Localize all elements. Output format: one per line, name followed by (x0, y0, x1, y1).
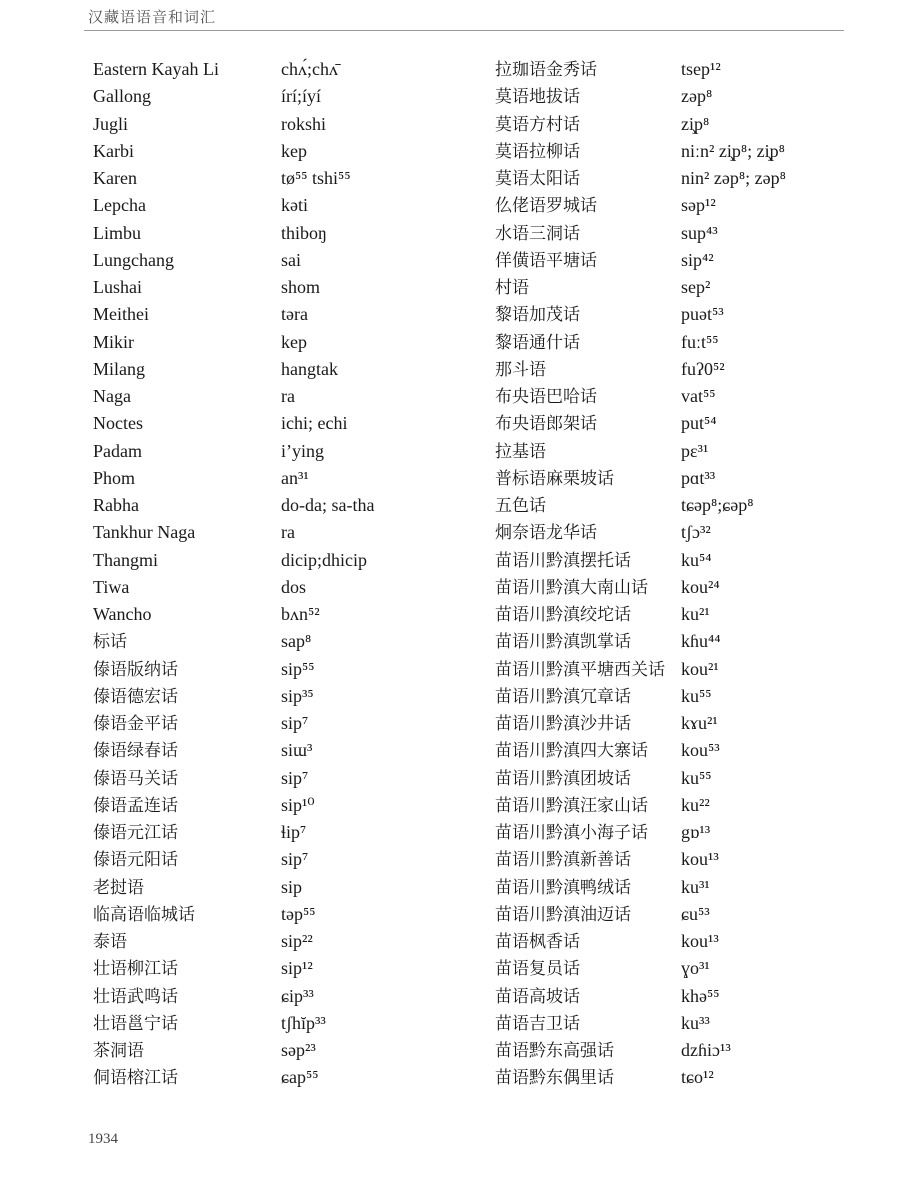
word-form: sip⁷ (281, 849, 309, 870)
word-form: sip⁴² (681, 249, 714, 270)
language-name: Wancho (93, 604, 152, 624)
word-form: bʌn⁵² (281, 604, 320, 624)
language-name: Rabha (93, 495, 139, 515)
language-name: 黎语通什话 (495, 332, 580, 352)
word-form: tʃɔ³² (681, 522, 711, 543)
word-form: kou²⁴ (681, 576, 720, 597)
language-name: 泰语 (93, 932, 127, 951)
language-name: Milang (93, 358, 145, 379)
word-form: ichi; echi (281, 413, 348, 434)
language-name: 傣语孟连话 (93, 795, 178, 815)
language-name: 壮语武鸣话 (93, 986, 178, 1006)
word-form: təp⁵⁵ (281, 903, 316, 924)
word-form: ra (281, 522, 295, 543)
word-form: thiboŋ (281, 222, 327, 243)
language-name: 仫佬语罗城话 (495, 196, 597, 216)
language-name: 傣语金平话 (93, 714, 178, 733)
word-form: ɕu⁵³ (681, 903, 710, 924)
word-form: təra (281, 304, 308, 325)
word-form: nin² zəp⁸; zəp⁸ (681, 168, 786, 188)
word-form: sip²² (281, 931, 313, 951)
word-form: ku³³ (681, 1012, 710, 1033)
language-name: Lepcha (93, 195, 146, 216)
language-name: 老挝语 (93, 877, 144, 897)
word-form: dzɦiɔ¹³ (681, 1040, 731, 1060)
language-name: 苗语川黔滇汪家山话 (495, 795, 648, 815)
word-form: pɛ³¹ (681, 440, 709, 461)
word-form: kəti (281, 195, 308, 216)
language-name: 普标语麻栗坡话 (495, 468, 614, 488)
word-form: ku⁵⁵ (681, 685, 712, 706)
word-form: sip (281, 876, 303, 897)
word-form: sip³⁵ (281, 685, 314, 706)
language-name: 布央语郎架话 (495, 414, 597, 434)
word-form: ɕip³³ (281, 985, 314, 1006)
word-form: sip¹² (281, 958, 313, 979)
word-form: khə⁵⁵ (681, 985, 720, 1006)
word-form: dos (281, 576, 307, 597)
word-form: rokshi (281, 113, 326, 134)
word-form: zi̧p⁸ (681, 113, 710, 134)
language-name: 那斗语 (495, 359, 546, 379)
language-name: 临高语临城话 (93, 904, 195, 924)
language-name: 苗语川黔滇冗章话 (495, 686, 631, 706)
language-name: Meithei (93, 304, 149, 325)
word-form: chʌ́;chʌ̄ (281, 59, 338, 79)
language-name: 苗语吉卫话 (495, 1013, 580, 1033)
language-name: 傣语马关话 (93, 768, 178, 788)
word-form: shom (281, 277, 321, 297)
language-name: Karbi (93, 140, 134, 161)
language-name: 壮语柳江话 (93, 959, 178, 979)
word-form: kou²¹ (681, 658, 719, 679)
language-name: Karen (93, 168, 137, 188)
page-number: 1934 (88, 1131, 118, 1147)
language-name: 黎语加茂话 (495, 305, 580, 325)
word-form: ɕap⁵⁵ (281, 1067, 319, 1088)
language-name: Padam (93, 440, 142, 461)
language-name: 苗语复员话 (495, 959, 580, 979)
language-name: 苗语川黔滇团坡话 (495, 768, 631, 788)
language-name: 傣语德宏话 (93, 686, 178, 706)
word-form: ra (281, 386, 295, 406)
language-name: 苗语川黔滇沙井话 (495, 714, 631, 733)
word-form: sip⁷ (281, 713, 309, 733)
word-form: ku²¹ (681, 604, 710, 624)
word-form: puət⁵³ (681, 304, 724, 325)
language-name: Lushai (93, 277, 142, 297)
word-form: gɒ¹³ (681, 822, 711, 842)
word-form: tɕo¹² (681, 1067, 714, 1088)
language-name: 苗语黔东高强话 (495, 1041, 614, 1060)
word-form: səp¹² (681, 195, 716, 216)
language-name: 苗语黔东偶里话 (495, 1068, 614, 1088)
word-form: kɦu⁴⁴ (681, 631, 721, 652)
language-name: 拉基语 (495, 441, 546, 461)
word-form: vat⁵⁵ (681, 386, 716, 406)
language-name: 莫语太阳话 (495, 169, 580, 188)
language-name: 傣语元阳话 (93, 850, 178, 870)
word-form: ku⁵⁴ (681, 549, 712, 570)
word-form: kou⁵³ (681, 740, 720, 761)
word-form: ɣo³¹ (681, 958, 710, 979)
language-name: 苗语川黔滇平塘西关话 (495, 659, 665, 679)
language-name: 傣语绿春话 (93, 741, 178, 761)
language-name: Limbu (93, 222, 141, 243)
language-name: 苗语川黔滇凯掌话 (495, 632, 631, 652)
language-name: 五色话 (495, 496, 546, 515)
word-form: put⁵⁴ (681, 413, 717, 434)
word-form: pɑt³³ (681, 467, 716, 488)
language-name: 莫语方村话 (495, 114, 580, 134)
language-name: 壮语邕宁话 (93, 1013, 178, 1033)
word-form: kep (281, 331, 307, 352)
language-name: 拉珈语金秀话 (495, 60, 597, 79)
language-name: 炯奈语龙华话 (495, 523, 597, 543)
language-name: 苗语川黔滇油迈话 (495, 904, 631, 924)
word-form: sip⁵⁵ (281, 658, 315, 679)
language-name: 水语三洞话 (495, 223, 580, 243)
word-form: do-da; sa-tha (281, 495, 375, 515)
word-form: siɯ³ (281, 740, 313, 761)
language-name: 苗语枫香话 (495, 932, 580, 951)
language-name: 布央语巴哈话 (495, 387, 597, 406)
word-form: tɕəp⁸;ɕəp⁸ (681, 495, 754, 515)
word-form: kou¹³ (681, 849, 719, 870)
language-name: Eastern Kayah Li (93, 59, 219, 79)
word-form: dicip;dhicip (281, 549, 367, 570)
language-name: 苗语川黔滇小海子话 (495, 823, 648, 842)
language-name: 莫语地拔话 (495, 87, 580, 107)
language-name: 村语 (495, 278, 529, 297)
language-name: 傣语元江话 (93, 823, 178, 842)
language-name: 苗语川黔滇摆托话 (495, 550, 631, 570)
word-form: kep (281, 140, 307, 161)
language-name: 苗语川黔滇鸭绒话 (495, 877, 631, 897)
word-form: ɬip⁷ (281, 822, 307, 842)
word-form: sup⁴³ (681, 222, 718, 243)
word-form: fuːt⁵⁵ (681, 331, 719, 352)
language-name: 苗语川黔滇四大寨话 (495, 741, 648, 761)
word-form: zəp⁸ (681, 86, 713, 107)
word-form: fuʔ0⁵² (681, 358, 725, 379)
language-name: 莫语拉柳话 (495, 141, 580, 161)
word-form: kɤu²¹ (681, 713, 718, 733)
language-name: 苗语川黔滇大南山话 (495, 577, 648, 597)
word-form: sip¹⁰ (281, 794, 315, 815)
word-form: ku³¹ (681, 876, 710, 897)
word-form: ku⁵⁵ (681, 767, 712, 788)
word-form: sip⁷ (281, 767, 309, 788)
word-form: i’ying (281, 440, 324, 461)
language-name: 苗语高坡话 (495, 986, 580, 1006)
language-name: Tankhur Naga (93, 522, 196, 543)
running-header: 汉藏语语音和词汇 (88, 10, 217, 26)
language-name: Noctes (93, 413, 143, 434)
word-form: írí;íyí (281, 86, 321, 107)
word-form: hangtak (281, 358, 338, 379)
word-form: niːn² zi̧p⁸; zi̧p⁸ (681, 140, 785, 161)
language-name: Gallong (93, 86, 151, 107)
header-rule (84, 30, 844, 31)
language-name: 佯僙语平塘话 (495, 250, 597, 270)
word-form: sap⁸ (281, 631, 312, 652)
word-form: ku²² (681, 794, 710, 815)
language-name: 侗语榕江话 (93, 1068, 178, 1088)
language-name: 苗语川黔滇绞坨话 (495, 605, 631, 624)
language-name: Naga (93, 386, 131, 406)
word-form: sep² (681, 277, 711, 297)
word-form: kou¹³ (681, 931, 719, 951)
language-name: 苗语川黔滇新善话 (495, 850, 631, 870)
language-name: Jugli (93, 113, 129, 134)
language-name: Thangmi (93, 549, 158, 570)
language-name: Phom (93, 467, 136, 488)
language-name: Tiwa (93, 576, 130, 597)
language-name: Mikir (93, 331, 135, 352)
word-form: səp²³ (281, 1040, 316, 1060)
language-name: 傣语版纳话 (93, 659, 178, 679)
language-name: 茶洞语 (93, 1041, 144, 1060)
word-form: tø⁵⁵ tshi⁵⁵ (281, 168, 351, 188)
word-form: an³¹ (281, 467, 309, 488)
language-name: 标话 (93, 632, 127, 652)
word-form: tʃhĭp³³ (281, 1012, 326, 1033)
language-name: Lungchang (93, 249, 174, 270)
word-form: tsep¹² (681, 59, 721, 79)
word-form: sai (281, 249, 301, 270)
